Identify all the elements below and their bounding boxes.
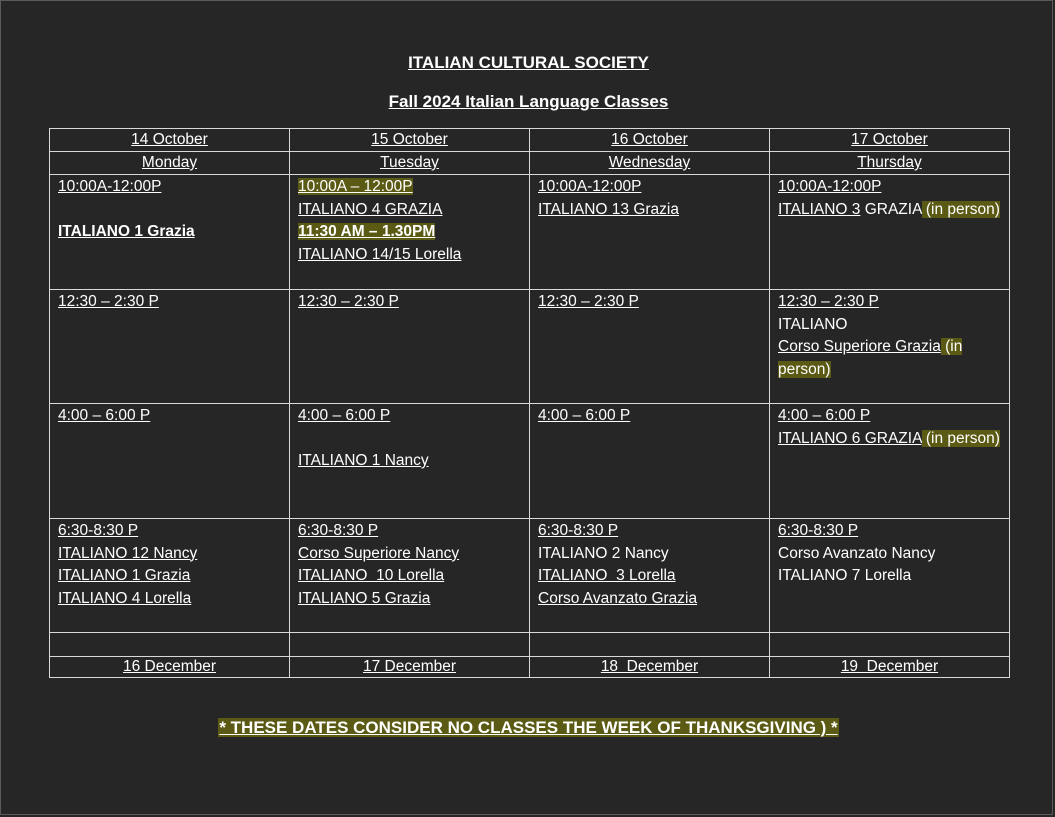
day-row [50,152,1010,175]
date-row [50,129,1010,152]
cell-monday-midday: 12:30 – 2:30 P [50,290,290,404]
day-wednesday: Wednesday [530,152,770,175]
cell-wednesday-midday: 12:30 – 2:30 P [530,290,770,404]
class-entry: ITALIANO 10 Lorella [298,567,445,584]
date-monday: 14 October [50,129,290,152]
class-entry: Corso Superiore Nancy [298,544,460,562]
class-entry: ITALIANO [778,315,848,333]
end-date-thursday: 19 December [770,657,1010,678]
class-entry: ITALIANO 5 Grazia [298,589,431,607]
day-tuesday: Tuesday [290,152,530,175]
class-entry: ITALIANO 3 Lorella [538,567,676,584]
class-entry: ITALIANO 3 GRAZIA (in person) [778,200,1000,218]
class-entry: ITALIANO 6 GRAZIA (in person) [778,429,1000,447]
date-wednesday: 16 October [530,129,770,152]
end-date-wednesday: 18 December [530,657,770,678]
cell-monday-morning: 10:00A-12:00P ITALIANO 1 Grazia [50,175,290,290]
cell-tuesday-midday: 12:30 – 2:30 P [290,290,530,404]
end-date-tuesday: 17 December [290,657,530,678]
class-entry: Corso Avanzato Nancy [778,544,936,562]
evening-slot-row [50,519,1010,633]
class-entry: ITALIANO 14/15 Lorella [298,245,462,263]
class-entry: ITALIANO 2 Nancy [538,544,669,562]
morning-slot-row [50,175,1010,290]
cell-thursday-morning: 10:00A-12:00P ITALIANO 3 GRAZIA (in person) [770,175,1010,290]
class-entry: ITALIANO 7 Lorella [778,567,912,584]
end-date-row [50,657,1010,678]
cell-wednesday-evening: 6:30-8:30 P ITALIANO 2 Nancy ITALIANO 3 Lorella Corso Avanzato Grazia [530,519,770,633]
class-entry: ITALIANO 4 Lorella [58,589,192,607]
cell-tuesday-morning: 10:00A – 12:00P ITALIANO 4 GRAZIA 11:30 AM – 1.30PM ITALIANO 14/15 Lorella [290,175,530,290]
class-entry: ITALIANO 4 GRAZIA [298,200,443,218]
class-entry: Corso Avanzato Grazia [538,589,698,607]
in-person-note: (in person) [778,338,963,378]
class-entry: ITALIANO 1 Grazia [58,567,191,584]
class-entry: ITALIANO 1 Grazia [58,223,195,240]
schedule-table [49,128,1010,678]
class-entry: ITALIANO 1 Nancy [298,452,429,469]
cell-tuesday-afternoon: 4:00 – 6:00 P ITALIANO 1 Nancy [290,404,530,519]
blank-row [50,633,1010,657]
footer-note: * THESE DATES CONSIDER NO CLASSES THE WEEK OF THANKSGIVING ) * [219,718,838,737]
date-thursday: 17 October [770,129,1010,152]
cell-monday-afternoon: 4:00 – 6:00 P [50,404,290,519]
cell-thursday-evening: 6:30-8:30 P Corso Avanzato Nancy ITALIANO 7 Lorella [770,519,1010,633]
cell-monday-evening: 6:30-8:30 P ITALIANO 12 Nancy ITALIANO 1 Grazia ITALIANO 4 Lorella [50,519,290,633]
class-entry: ITALIANO 12 Nancy [58,544,198,562]
cell-tuesday-evening: 6:30-8:30 P Corso Superiore Nancy ITALIANO 10 Lorella ITALIANO 5 Grazia [290,519,530,633]
cell-thursday-midday: 12:30 – 2:30 P ITALIANO Corso Superiore Grazia (in person) [770,290,1010,404]
day-thursday: Thursday [770,152,1010,175]
date-tuesday: 15 October [290,129,530,152]
in-person-note: (in person) [921,429,1000,447]
cell-wednesday-afternoon: 4:00 – 6:00 P [530,404,770,519]
midday-slot-row [50,290,1010,404]
day-monday: Monday [50,152,290,175]
cell-thursday-afternoon: 4:00 – 6:00 P ITALIANO 6 GRAZIA (in person) [770,404,1010,519]
end-date-monday: 16 December [50,657,290,678]
class-entry: ITALIANO 13 Grazia [538,200,679,218]
class-entry: Corso Superiore Grazia (in person) [778,338,963,378]
page-subtitle: Fall 2024 Italian Language Classes [388,92,669,111]
in-person-note: (in person) [921,200,1000,218]
afternoon-slot-row [50,404,1010,519]
page-title: ITALIAN CULTURAL SOCIETY [408,53,649,72]
cell-wednesday-morning: 10:00A-12:00P ITALIANO 13 Grazia [530,175,770,290]
